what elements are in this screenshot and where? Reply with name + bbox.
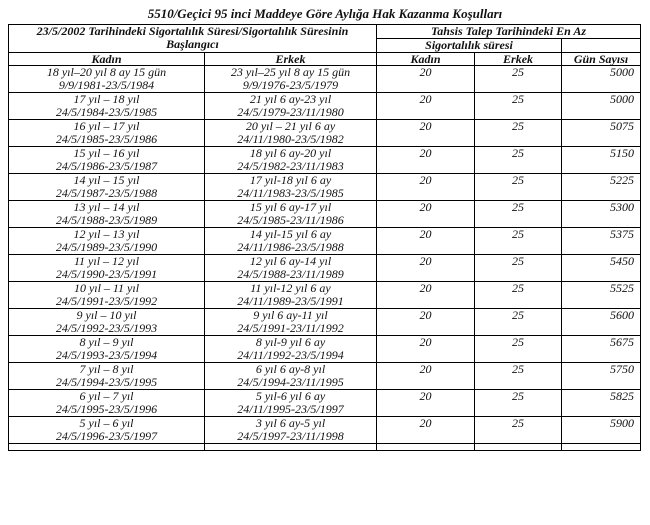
erkek-period-cell [205,282,377,309]
kadin-period-cell [9,66,205,93]
cell-line-dates: 24/5/1989-23/5/1990 [55,240,158,254]
required-erkek-cell [475,228,562,255]
erkek-period-cell [205,390,377,417]
cell-line-duration: 5 yıl – 6 yıl [79,416,134,430]
cell-line-dates: 24/5/1988-23/5/1989 [55,213,158,227]
table-row [9,228,641,255]
cell-line-duration: 20 [419,173,432,187]
cell-line-duration: 25 [512,254,525,268]
kadin-period-cell [9,147,205,174]
erkek-period-cell [205,228,377,255]
erkek-period-cell [205,201,377,228]
cell-line-duration: 5300 [610,200,635,214]
required-kadin-cell [377,255,475,282]
erkek-period-cell [205,336,377,363]
cell-line-duration: 12 yıl 6 ay-14 yıl [249,254,332,268]
gun-sayisi-cell [562,336,641,363]
cell-line-duration: 25 [512,173,525,187]
cell-line-duration: 5900 [610,416,635,430]
empty-cell [9,444,205,451]
cell-line-dates: 24/5/1991-23/11/1992 [237,321,344,335]
cell-line-duration: 25 [512,146,525,160]
cell-line-dates: 24/11/1980-23/5/1982 [237,132,344,146]
table-title: 5510/Geçici 95 inci Maddeye Göre Aylığa Hak Kazanma Koşulları [147,6,503,21]
header-request-date: Tahsis Talep Tarihindeki En Az [377,25,641,39]
kadin-period-cell [9,174,205,201]
table-row [9,417,641,444]
required-kadin-cell [377,201,475,228]
cell-line-duration: 15 yıl – 16 yıl [73,146,140,160]
cell-line-duration: 25 [512,92,525,106]
cell-line-duration: 23 yıl–25 yıl 8 ay 15 gün [230,65,351,79]
required-erkek-cell [475,417,562,444]
required-kadin-cell [377,147,475,174]
cell-line-duration: 5000 [610,92,635,106]
cell-line-duration: 8 yıl – 9 yıl [79,335,134,349]
gun-sayisi-cell [562,363,641,390]
required-erkek-cell [475,120,562,147]
cell-line-duration: 25 [512,65,525,79]
gun-sayisi-cell [562,390,641,417]
erkek-period-cell [205,417,377,444]
eligibility-table [8,24,641,451]
cell-line-duration: 20 [419,281,432,295]
cell-line-duration: 5450 [610,254,635,268]
cell-line-duration: 25 [512,362,525,376]
cell-line-duration: 20 [419,254,432,268]
cell-line-duration: 11 yıl-12 yıl 6 ay [250,281,331,295]
required-erkek-cell [475,390,562,417]
cell-line-dates: 24/5/1985-23/5/1986 [55,132,158,146]
cell-line-duration: 9 yıl – 10 yıl [76,308,137,322]
header-blank [562,39,641,53]
gun-sayisi-cell [562,174,641,201]
cell-line-dates: 24/5/1994-23/5/1995 [55,375,158,389]
cell-line-duration: 13 yıl – 14 yıl [73,200,140,214]
cell-line-duration: 25 [512,416,525,430]
cell-line-duration: 5750 [610,362,635,376]
cell-line-duration: 7 yıl – 8 yıl [79,362,134,376]
kadin-period-cell [9,363,205,390]
cell-line-duration: 25 [512,281,525,295]
required-kadin-cell [377,309,475,336]
cell-line-duration: 20 [419,416,432,430]
required-erkek-cell [475,363,562,390]
table-row [9,255,641,282]
table-row [9,174,641,201]
erkek-period-cell [205,66,377,93]
cell-line-duration: 20 [419,362,432,376]
gun-sayisi-cell [562,309,641,336]
kadin-period-cell [9,228,205,255]
empty-cell [205,444,377,451]
required-erkek-cell [475,255,562,282]
cell-line-duration: 5825 [610,389,635,403]
cell-line-duration: 5675 [610,335,635,349]
required-erkek-cell [475,201,562,228]
cell-line-duration: 5525 [610,281,635,295]
kadin-period-cell [9,120,205,147]
cell-line-duration: 20 [419,65,432,79]
gun-sayisi-cell [562,66,641,93]
cell-line-duration: 25 [512,308,525,322]
gun-sayisi-cell [562,255,641,282]
header-erkek: Erkek [205,53,377,66]
cell-line-duration: 18 yıl 6 ay-20 yıl [249,146,332,160]
table-body [9,66,641,451]
gun-sayisi-cell [562,93,641,120]
cell-line-duration: 20 [419,389,432,403]
cell-line-duration: 25 [512,389,525,403]
gun-sayisi-cell [562,417,641,444]
required-erkek-cell [475,336,562,363]
cell-line-duration: 15 yıl 6 ay-17 yıl [249,200,332,214]
cell-line-duration: 5000 [610,65,635,79]
cell-line-dates: 24/5/1995-23/5/1996 [55,402,158,416]
cell-line-duration: 14 yıl – 15 yıl [73,173,140,187]
required-kadin-cell [377,363,475,390]
cell-line-duration: 10 yıl – 11 yıl [73,281,140,295]
cell-line-duration: 16 yıl – 17 yıl [73,119,140,133]
required-kadin-cell [377,93,475,120]
cell-line-duration: 5 yıl-6 yıl 6 ay [255,389,326,403]
cell-line-duration: 5225 [610,173,635,187]
table-row [9,120,641,147]
gun-sayisi-cell [562,201,641,228]
erkek-period-cell [205,363,377,390]
kadin-period-cell [9,390,205,417]
cell-line-dates: 24/11/1983-23/5/1985 [237,186,344,200]
header-gun-sayisi: Gün Sayısı [562,53,641,66]
cell-line-dates: 24/5/1988-23/11/1989 [237,267,344,281]
cell-line-duration: 8 yıl-9 yıl 6 ay [255,335,326,349]
header-insurance-period: 23/5/2002 Tarihindeki Sigortalılık Süresi/Sigortalılık Süresinin Başlangıcı [9,25,377,53]
cell-line-dates: 24/5/1993-23/5/1994 [55,348,158,362]
erkek-period-cell [205,147,377,174]
cell-line-duration: 18 yıl–20 yıl 8 ay 15 gün [46,65,167,79]
kadin-period-cell [9,417,205,444]
gun-sayisi-cell [562,147,641,174]
empty-cell [562,444,641,451]
cell-line-duration: 25 [512,335,525,349]
table-row [9,309,641,336]
required-kadin-cell [377,120,475,147]
cell-line-dates: 24/5/1992-23/5/1993 [55,321,158,335]
kadin-period-cell [9,201,205,228]
cell-line-duration: 20 [419,335,432,349]
table-row [9,93,641,120]
required-kadin-cell [377,66,475,93]
cell-line-duration: 11 yıl – 12 yıl [73,254,140,268]
cell-line-duration: 20 [419,227,432,241]
cell-line-duration: 17 yıl – 18 yıl [73,92,140,106]
cell-line-dates: 24/5/1987-23/5/1988 [55,186,158,200]
header-kadin: Kadın [9,53,205,66]
header-right-erkek: Erkek [475,53,562,66]
header-right-kadin: Kadın [377,53,475,66]
cell-line-duration: 5600 [610,308,635,322]
required-erkek-cell [475,282,562,309]
required-kadin-cell [377,228,475,255]
table-row [9,390,641,417]
kadin-period-cell [9,93,205,120]
cell-line-dates: 24/5/1996-23/5/1997 [55,429,158,443]
table-row [9,282,641,309]
cell-line-dates: 9/9/1976-23/5/1979 [242,78,339,92]
cell-line-duration: 5075 [610,119,635,133]
cell-line-dates: 24/11/1995-23/5/1997 [237,402,344,416]
cell-line-duration: 17 yıl-18 yıl 6 ay [249,173,332,187]
kadin-period-cell [9,255,205,282]
required-erkek-cell [475,93,562,120]
cell-line-duration: 14 yıl-15 yıl 6 ay [249,227,332,241]
cell-line-duration: 9 yıl 6 ay-11 yıl [253,308,328,322]
required-kadin-cell [377,417,475,444]
cell-line-dates: 9/9/1981-23/5/1984 [58,78,155,92]
cell-line-duration: 25 [512,119,525,133]
kadin-period-cell [9,309,205,336]
gun-sayisi-cell [562,120,641,147]
required-kadin-cell [377,390,475,417]
cell-line-dates: 24/5/1997-23/11/1998 [237,429,344,443]
required-erkek-cell [475,174,562,201]
cell-line-dates: 24/5/1990-23/5/1991 [55,267,158,281]
cell-line-dates: 24/11/1989-23/5/1991 [237,294,344,308]
table-row [9,336,641,363]
cell-line-duration: 20 [419,308,432,322]
cell-line-duration: 25 [512,200,525,214]
cell-line-dates: 24/5/1994-23/11/1995 [237,375,344,389]
gun-sayisi-cell [562,228,641,255]
required-kadin-cell [377,336,475,363]
cell-line-dates: 24/5/1982-23/11/1983 [237,159,344,173]
required-erkek-cell [475,309,562,336]
empty-cell [475,444,562,451]
erkek-period-cell [205,255,377,282]
required-erkek-cell [475,147,562,174]
table-row [9,147,641,174]
erkek-period-cell [205,174,377,201]
table-row [9,201,641,228]
cell-line-duration: 5375 [610,227,635,241]
cell-line-duration: 20 [419,200,432,214]
gun-sayisi-cell [562,282,641,309]
cell-line-duration: 6 yıl – 7 yıl [79,389,134,403]
cell-line-dates: 24/11/1992-23/5/1994 [237,348,344,362]
cell-line-duration: 12 yıl – 13 yıl [73,227,140,241]
required-kadin-cell [377,282,475,309]
cell-line-duration: 6 yıl 6 ay-8 yıl [255,362,326,376]
empty-cell [377,444,475,451]
cell-line-dates: 24/5/1979-23/11/1980 [237,105,344,119]
cell-line-duration: 21 yıl 6 ay-23 yıl [249,92,332,106]
cell-line-duration: 20 [419,119,432,133]
required-kadin-cell [377,174,475,201]
erkek-period-cell [205,93,377,120]
table-row [9,363,641,390]
cell-line-duration: 20 [419,146,432,160]
cell-line-dates: 24/5/1985-23/11/1986 [237,213,344,227]
table-row-empty [9,444,641,451]
erkek-period-cell [205,309,377,336]
kadin-period-cell [9,282,205,309]
erkek-period-cell [205,120,377,147]
cell-line-duration: 20 yıl – 21 yıl 6 ay [245,119,336,133]
cell-line-dates: 24/5/1991-23/5/1992 [55,294,158,308]
cell-line-duration: 20 [419,92,432,106]
required-erkek-cell [475,66,562,93]
header-insurance-duration: Sigortalılık süresi [377,39,562,53]
kadin-period-cell [9,336,205,363]
cell-line-duration: 5150 [610,146,635,160]
cell-line-duration: 3 yıl 6 ay-5 yıl [255,416,326,430]
cell-line-dates: 24/5/1986-23/5/1987 [55,159,158,173]
cell-line-duration: 25 [512,227,525,241]
cell-line-dates: 24/5/1984-23/5/1985 [55,105,158,119]
cell-line-dates: 24/11/1986-23/5/1988 [237,240,344,254]
table-row [9,66,641,93]
